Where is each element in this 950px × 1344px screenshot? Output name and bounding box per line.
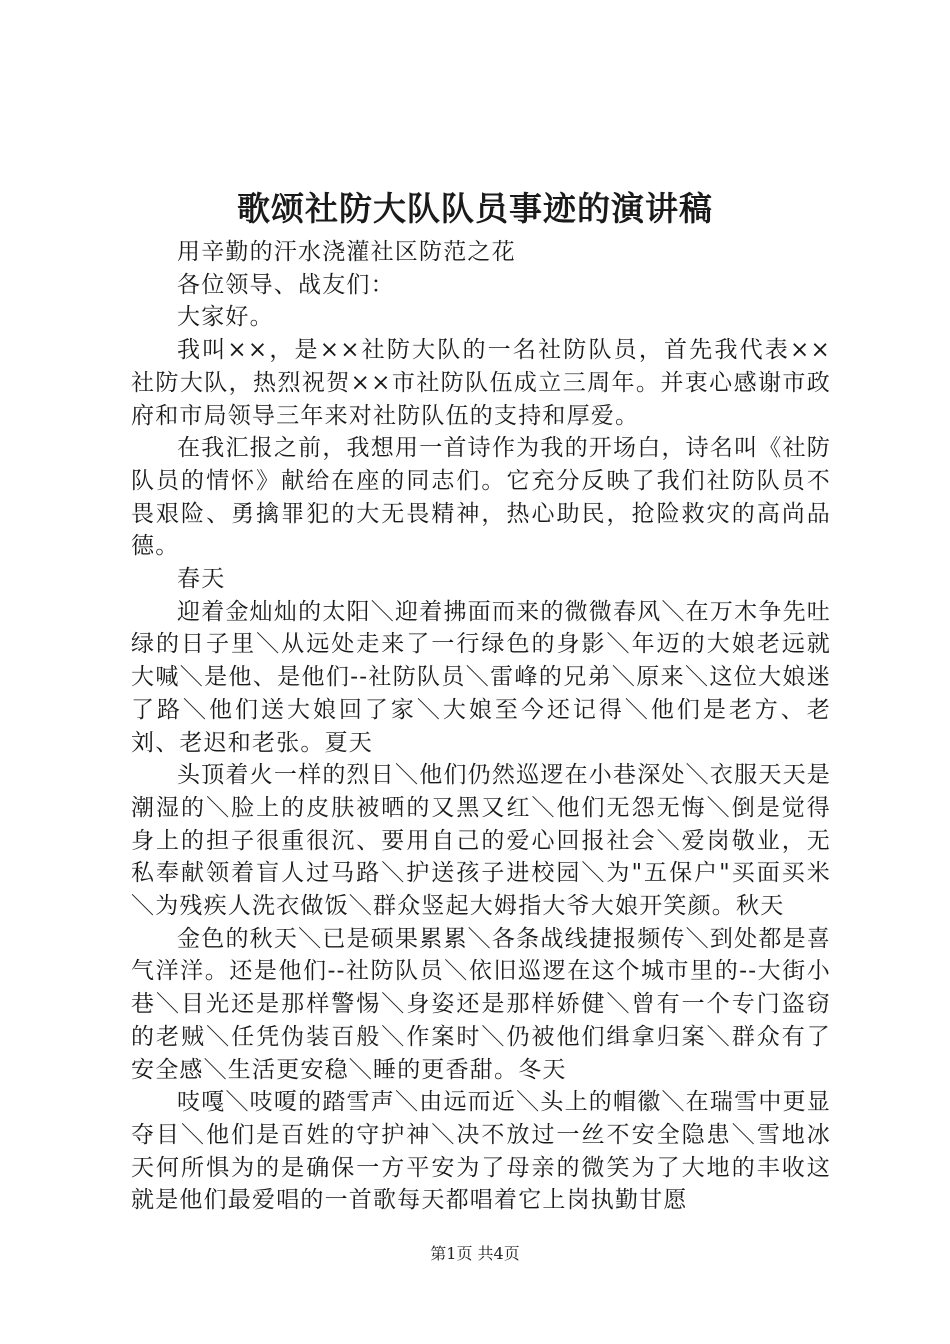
subtitle-paragraph: 用辛勤的汗水浇灌社区防范之花 [177,239,516,265]
poem-paragraph: 迎着金灿灿的太阳＼迎着拂面而来的微微春风＼在万木争先吐绿的日子里＼从远处走来了一行绿色的身影＼年迈的大娘老远就大喊＼是他、是他们--社防队员＼雷峰的兄弟＼原来＼这位大娘迷了路＼他们送大娘回了家＼大娘至今还记得＼他们是老方、老刘、老迟和老张。夏天 [131,598,831,756]
page-number-footer: 第1页 共4页 [430,1244,520,1263]
poem-section-heading: 春天 [177,566,226,593]
document-body [131,236,831,1217]
poem-paragraph: 头顶着火一样的烈日＼他们仍然巡逻在小巷深处＼衣服天天是潮湿的＼脸上的皮肤被晒的又黑又红＼他们无怨无悔＼倒是觉得身上的担子很重很沉、要用自己的爱心回报社会＼爱岗敬业，无私奉献领着盲人过马路＼护送孩子进校园＼为"五保户"买面买米＼为残疾人洗衣做饭＼群众竖起大姆指大爷大娘开笑颜。秋天 [131,762,831,920]
salutation-paragraph: 各位领导、战友们： [177,271,395,298]
greeting-paragraph: 大家好。 [177,304,274,331]
document-title: 歌颂社防大队队员事迹的演讲稿 [237,189,713,228]
poem-paragraph: 金色的秋天＼已是硕果累累＼各条战线捷报频传＼到处都是喜气洋洋。还是他们--社防队员＼依旧巡逻在这个城市里的--大街小巷＼目光还是那样警惕＼身姿还是那样娇健＼曾有一个专门盗窃的老贼＼任凭伪装百般＼作案时＼仍被他们缉拿归案＼群众有了安全感＼生活更安稳＼睡的更香甜。冬天 [131,925,831,1083]
body-paragraph: 在我汇报之前，我想用一首诗作为我的开场白，诗名叫《社防队员的情怀》献给在座的同志们。它充分反映了我们社防队员不畏艰险、勇擒罪犯的大无畏精神，热心助民，抢险救灾的高尚品德。 [131,435,831,560]
poem-paragraph: 吱嘎＼吱嗄的踏雪声＼由远而近＼头上的帽徽＼在瑞雪中更显夺目＼他们是百姓的守护神＼决不放过一丝不安全隐患＼雪地冰天何所惧为的是确保一方平安为了母亲的微笑为了大地的丰收这就是他们最爱唱的一首歌每天都唱着它上岗执勤甘愿 [131,1089,831,1214]
body-paragraph: 我叫××，是××社防大队的一名社防队员，首先我代表××社防大队，热烈祝贺××市社防队伍成立三周年。并衷心感谢市政府和市局领导三年来对社防队伍的支持和厚爱。 [131,337,831,429]
